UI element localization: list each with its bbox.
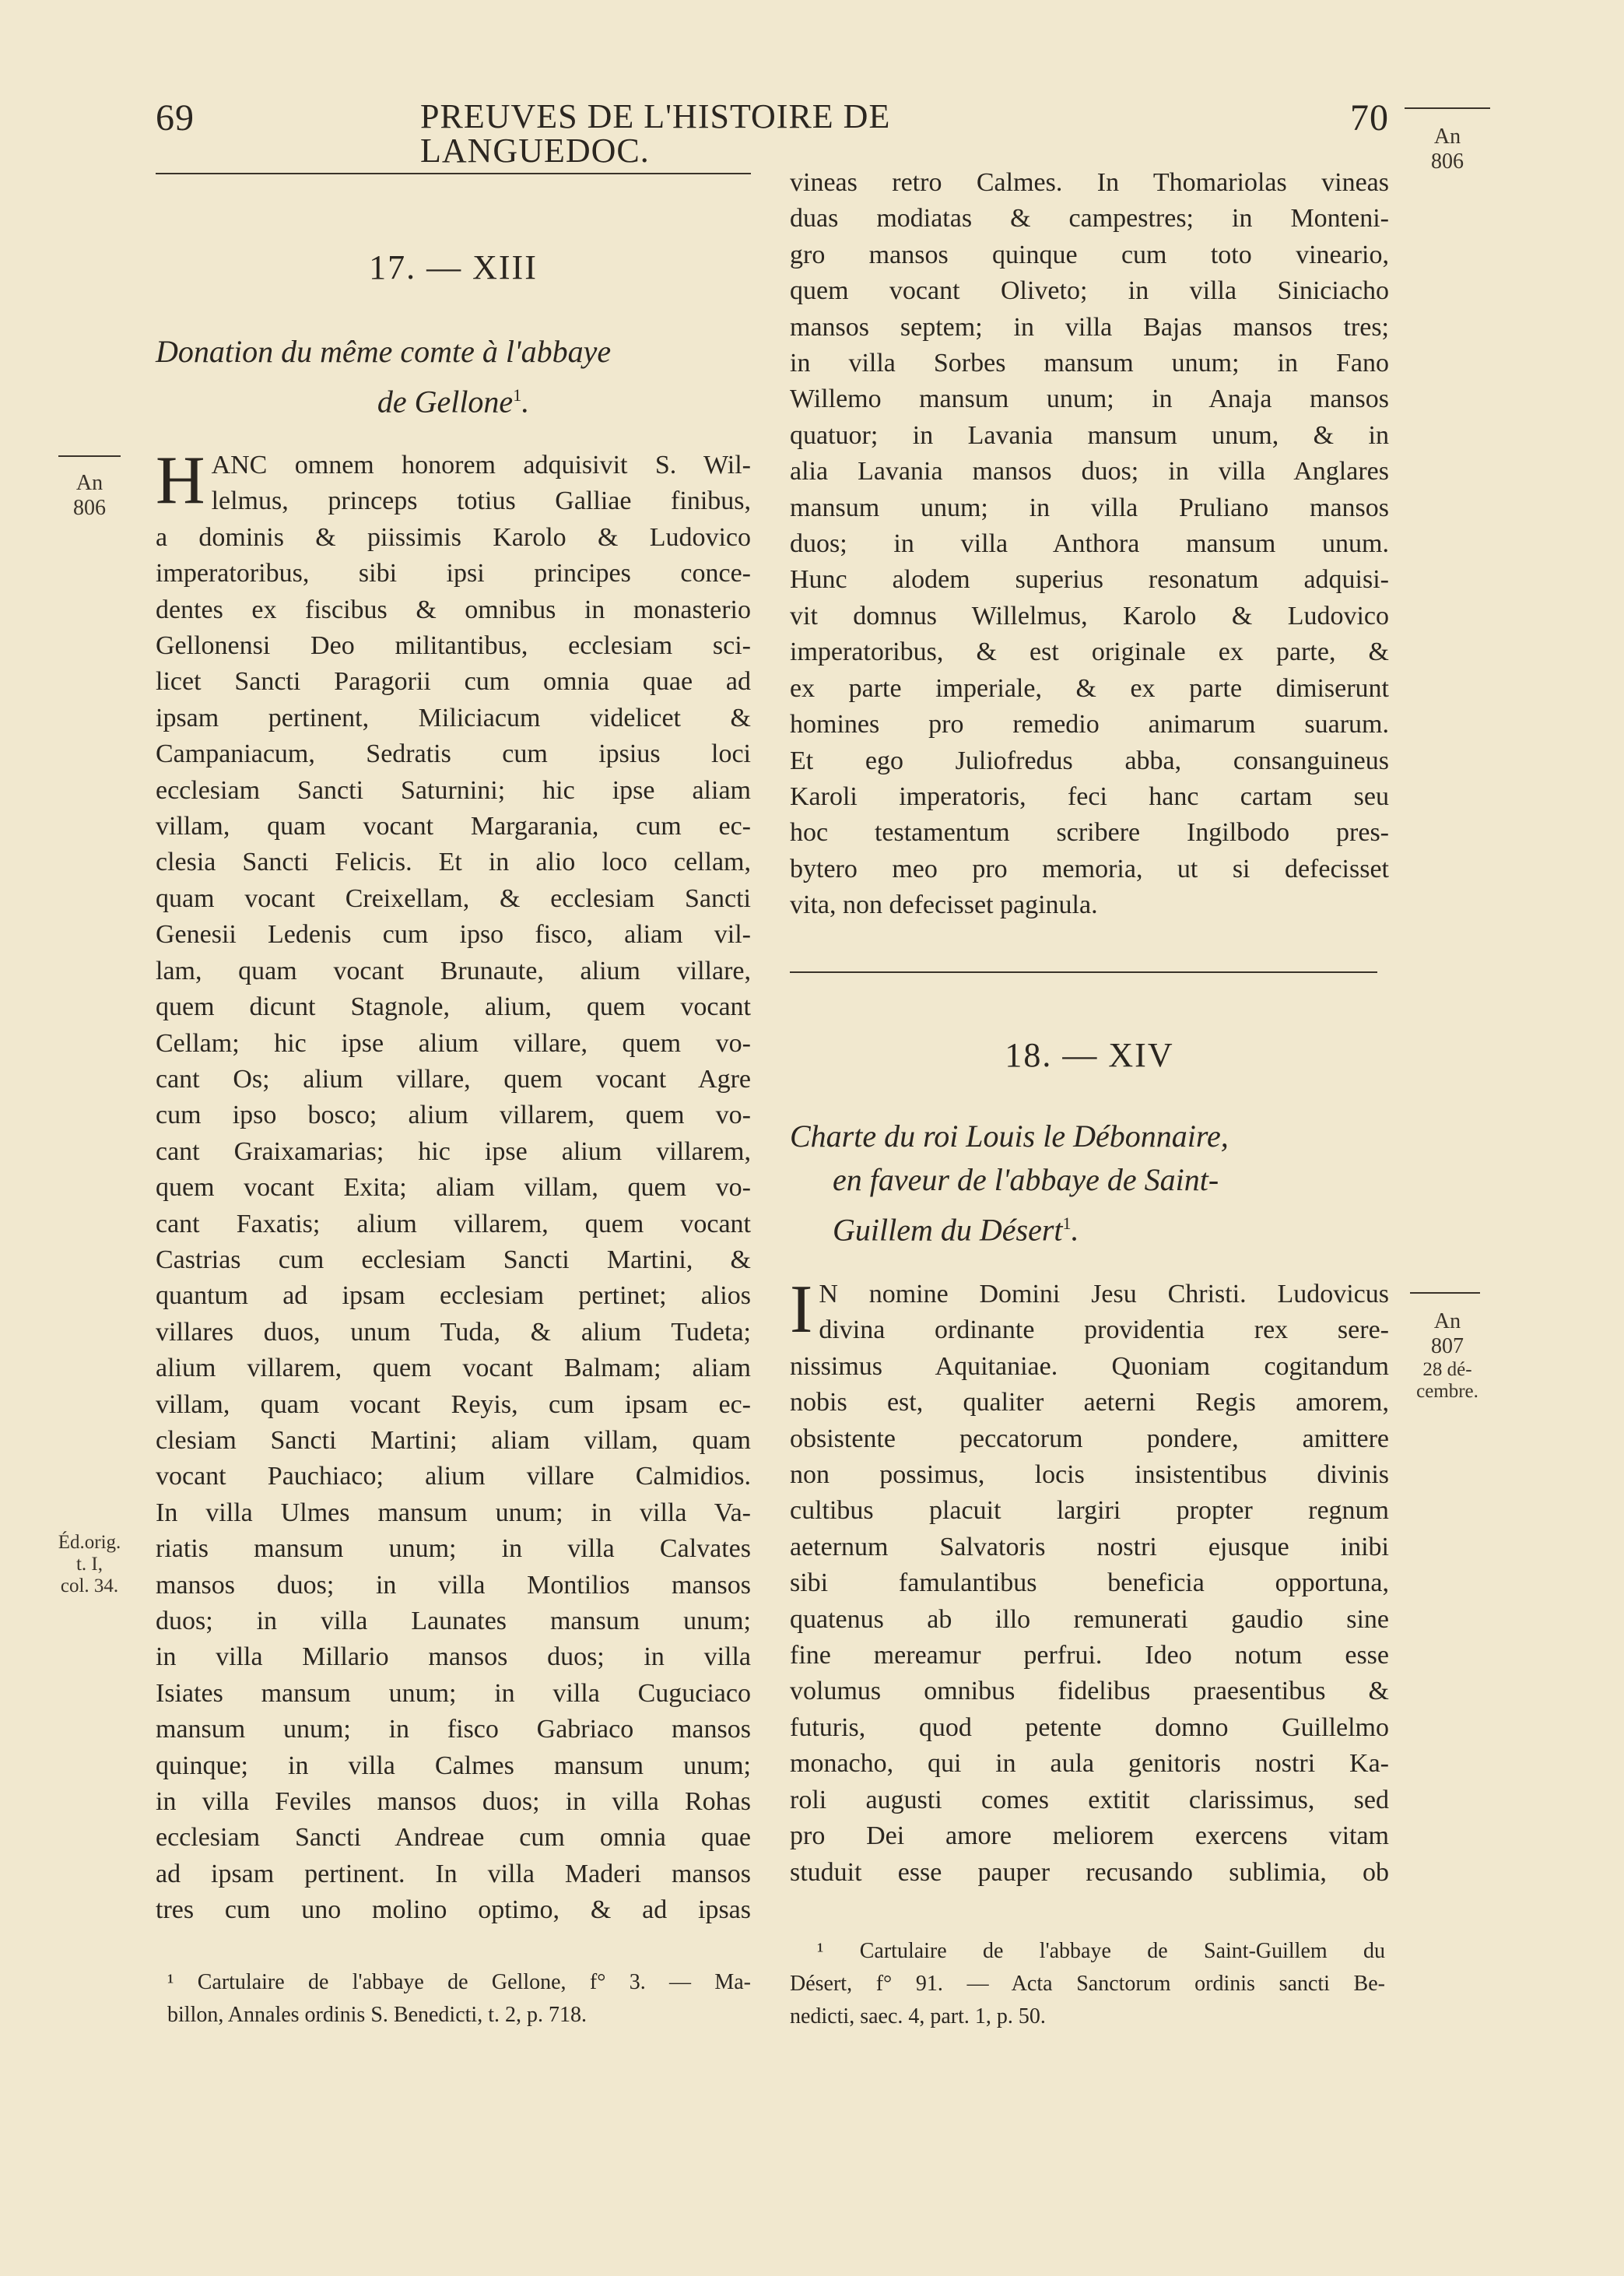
left-header-rule	[156, 173, 751, 174]
margin-note-year-806: An 806	[73, 471, 106, 520]
section-18-number: 18. — XIV	[1005, 1036, 1174, 1074]
page-number-right: 70	[1350, 97, 1389, 139]
running-header: PREUVES DE L'HISTOIRE DE LANGUEDOC.	[420, 97, 891, 170]
section-17-title: Donation du même comte à l'abbaye de Gellone$^1$.	[156, 334, 612, 420]
section-17-number: 17. — XIII	[369, 248, 538, 286]
section-17-continuation: vineas retro Calmes. In Thomariolas vineas duas modiatas & campestres; in Monteni- gro mansos quinque cum toto vineario, quem vocant Oliveto; in villa Siniciacho mansos septem; in villa Bajas mansos tres; in villa Sorbes mansum unum; in Fano Willemo mansum unum; in Anaja mansos quatuor; in Lavania mansum unum, & in alia Lavania mansos duos; in villa Anglares mansum unum; in villa Pruliano mansos duos; in villa Anthora mansum unum. Hunc alodem superius resonatum adquisi- vit domnus Willelmus, Karolo & Ludovico imperatoribus, & est originale ex parte, & ex parte imperiale, & ex parte dimiserunt homines pro remedio animarum suarum. Et ego Juliofredus abba, consanguineus Karoli imperatoris, feci hanc cartam seu hoc testamentum scribere Ingilbodo pres- bytero meo pro memoria, ut si defecisset vita, non defecisset paginula.	[790, 168, 1389, 920]
margin-note-edition-original: Éd.orig. t. I, col. 34.	[58, 1532, 121, 1596]
section-18-text: I N nomine Domini Jesu Christi. Ludovicus divina ordinante providentia rex sere- nissimus Aquitaniae. Quoniam cogitandum nobis est, qualiter aeterni Regis amorem, obsistente peccatorum pondere, amittere non possimus, locis insistentibus divinis cultibus placuit largiri propter regnum aeternum Salvatoris nostri ejusque inibi sibi famulantibus beneficia opportuna, quatenus ab illo remunerati gaudio sine fine mereamur perfrui. Ideo notum esse volumus omnibus fidelibus praesentibus & futuris, quod petente domno Guillelmo monacho, qui in aula genitoris nostri Ka- roli augusti comes extitit clarissimus, sed pro Dei amore meliorem exercens vitam studuit esse pauper recusando sublimia, ob	[790, 1272, 1389, 1887]
dropcap-h: H	[156, 443, 205, 518]
footnote-section-18: ¹ Cartulaire de l'abbaye de Saint-Guillem du Désert, f° 91. — Acta Sanctorum ordinis sancti Be- nedicti, saec. 4, part. 1, p. 50.	[790, 1939, 1385, 2028]
section-divider-rule	[790, 971, 1377, 973]
margin-note-year-807: An 807 28 dé- cembre.	[1416, 1309, 1478, 1402]
footnote-section-17: ¹ Cartulaire de l'abbaye de Gellone, f° 3. — Ma- billon, Annales ordinis S. Benedicti, t. 2, p. 718.	[167, 1970, 751, 2027]
page-number-left: 69	[156, 97, 195, 139]
section-17-text: H ANC omnem honorem adquisivit S. Wil- lelmus, princeps totius Galliae finibus, a dominis & piissimis Karolo & Ludovico imperatoribus, sibi ipsi principes conce- dentes ex fiscibus & omnibus in monasterio Gellonensi Deo militantibus, ecclesiam sci- licet Sancti Paragorii cum omnia quae ad ipsam pertinent, Miliciacum videlicet & Campaniacum, Sedratis cum ipsius loci ecclesiam Sancti Saturnini; hic ipse aliam villam, quam vocant Margarania, cum ec- clesia Sancti Felicis. Et in alio loco cellam, quam vocant Creixellam, & ecclesiam Sancti Genesii Ledenis cum ipso fisco, aliam vil- lam, quam vocant Brunaute, alium villare, quem dicunt Stagnole, alium, quem vocant Cellam; hic ipse alium villare, quem vo- cant Os; alium villare, quem vocant Agre cum ipso bosco; alium villarem, quem vo- cant Graixamarias; hic ipse alium villarem, quem vocant Exita; aliam villam, quem vo- cant Faxatis; alium villarem, quem vocant Castrias cum ecclesiam Sancti Martini, & quantum ad ipsam ecclesiam pertinet; alios villares duos, unum Tuda, & alium Tudeta; alium villarem, quem vocant Balmam; aliam villam, quam vocant Reyis, cum ipsam ec- clesiam Sancti Martini; aliam villam, quam vocant Pauchiaco; alium villare Calmidios. In villa Ulmes mansum unum; in villa Va- riatis mansum unum; in villa Calvates mansos duos; in villa Montilios mansos duos; in villa Launates mansum unum; in villa Millario mansos duos; in villa Isiates mansum unum; in villa Cuguciaco mansum unum; in fisco Gabriaco mansos quinque; in villa Calmes mansum unum; in villa Feviles mansos duos; in villa Rohas ecclesiam Sancti Andreae cum omnia quae ad ipsam pertinent. In villa Maderi mansos tres cum uno molino optimo, & ad ipsas	[156, 443, 751, 1925]
left-margin-rule	[58, 455, 121, 457]
margin-note-year-806-top: An 806	[1431, 125, 1464, 174]
top-right-margin-rule	[1405, 107, 1490, 109]
right-margin-rule	[1410, 1292, 1480, 1294]
dropcap-i: I	[790, 1272, 813, 1347]
section-18-title: Charte du roi Louis le Débonnaire, en faveur de l'abbaye de Saint- Guillem du Désert$^1$.	[790, 1119, 1229, 1248]
